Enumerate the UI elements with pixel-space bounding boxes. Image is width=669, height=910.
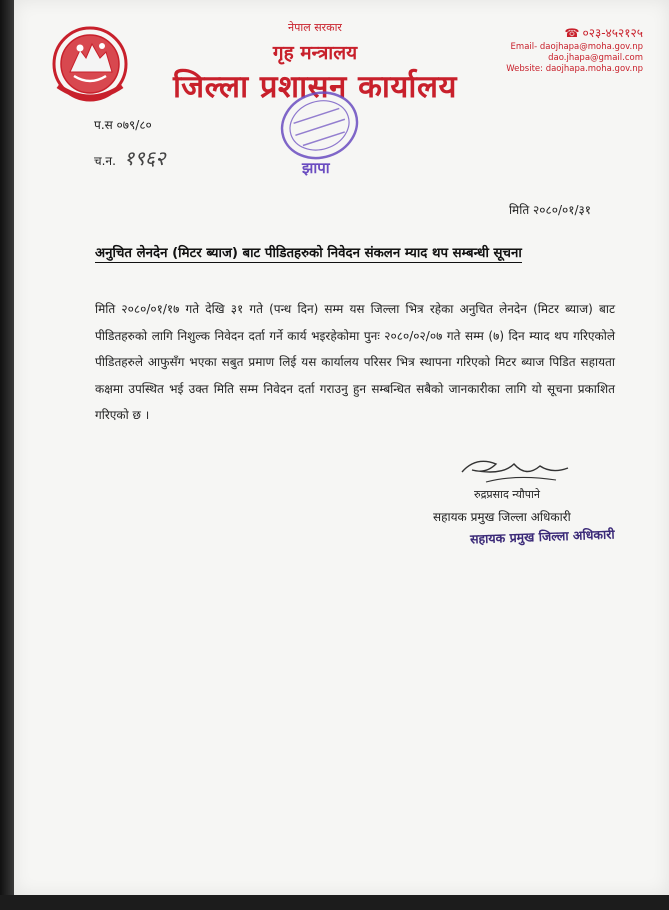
signer-name: रुद्रप्रसाद न्यौपाने [474,488,540,501]
ministry-name: गृह मन्त्रालय [272,42,358,64]
cn-number: १९६२ [123,146,166,170]
phone-line [506,28,643,39]
email-secondary: dao.jhapa@gmail.com [548,53,643,63]
contact-block [506,28,643,75]
subject-heading: अनुचित लेनदेन (मिटर ब्याज) बाट पीडितहरुको निवेदन संकलन म्याद थप सम्बन्धी सूचना [95,243,522,263]
reference-ps: प.स ०७९/८० [94,118,152,132]
reference-cn [94,144,166,171]
signer-title: सहायक प्रमुख जिल्ला अधिकारी [433,510,571,524]
government-label: नेपाल सरकार [288,21,342,34]
website: Website: daojhapa.moha.gov.np [506,64,643,74]
nepal-emblem-icon [48,24,132,104]
cn-label: च.न. [94,154,116,168]
email-primary: Email- daojhapa@moha.gov.np [510,42,643,52]
scan-bottom-edge [0,895,669,910]
stamp-text: झापा [302,159,330,177]
signer-stamp: सहायक प्रमुख जिल्ला अधिकारी [469,526,615,547]
office-stamp-icon [272,85,372,180]
scan-edge [0,0,14,895]
notice-body: मिति २०८०/०१/१७ गते देखि ३१ गते (पन्ध दिन) सम्म यस जिल्ला भित्र रहेका अनुचित लेनदेन (मिटर ब्याज) बाट पीडितहरुको लागि निशुल्क निवेदन दर्ता गर्ने कार्य भइरहेकोमा पुनः २०८०/०२/०७ गते सम्म (७) दिन म्याद थप गरिएकोले पीडितहरुले आफुसँग भएका सबुत प्रमाण लिई यस कार्यालय परिसर भित्र स्थापना गरिएको मिटर ब्याज पिडित सहायता कक्षमा उपस्थित भई उक्त मिति सम्म निवेदन दर्ता गराउनु हुन सम्बन्धित सबैको जानकारीका लागि यो सूचना प्रकाशित गरिएको छ । [95,302,615,422]
phone-icon: ☎ [564,26,580,40]
letter-date: मिति २०८०/०१/३१ [508,203,591,217]
phone-number: ०२३-४५२१२५ [582,26,643,40]
office-name: जिल्ला प्रशासन कार्यालय [173,69,457,105]
